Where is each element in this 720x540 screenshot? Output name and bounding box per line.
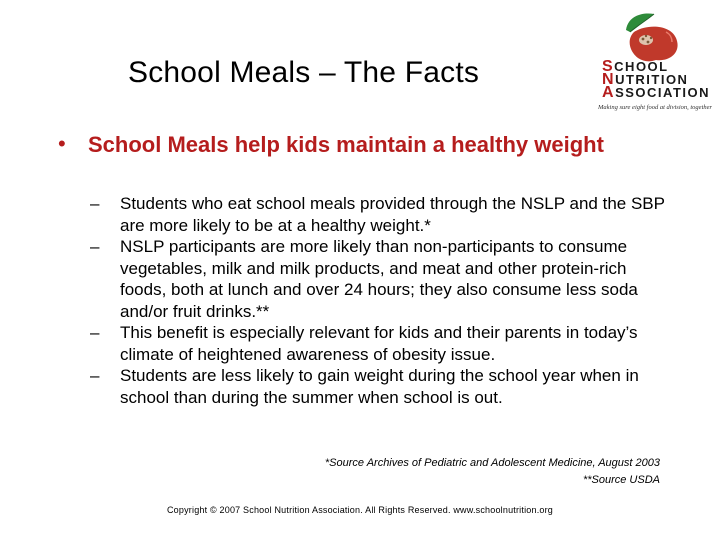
sub-bullet-text: Students who eat school meals provided through the NSLP and the SBP are more likely to be at a healthy weight.*	[120, 194, 665, 235]
source-citation: *Source Archives of Pediatric and Adolescent Medicine, August 2003	[324, 457, 660, 469]
logo-word-school: SCHOOL	[602, 58, 669, 75]
source-citations	[325, 455, 660, 489]
apple-logo-icon	[596, 10, 696, 62]
dash-marker: –	[90, 323, 100, 342]
sub-bullet	[90, 365, 670, 408]
logo-word-nutrition: NUTRITION	[602, 71, 689, 88]
sub-bullet	[90, 322, 670, 365]
main-bullet-text: School Meals help kids maintain a healthy weight	[88, 132, 604, 157]
school-nutrition-association-logo	[588, 10, 712, 114]
dash-marker: –	[90, 237, 100, 256]
sub-bullet-text: This benefit is especially relevant for kids and their parents in today’s climate of heightened awareness of obesity issue.	[120, 323, 638, 364]
slide-title: School Meals – The Facts	[128, 56, 480, 89]
dash-marker: –	[90, 194, 100, 213]
source-citation: **Source USDA	[582, 474, 660, 486]
sub-bullet	[90, 236, 670, 322]
copyright-footer: Copyright © 2007 School Nutrition Association. All Rights Reserved. www.schoolnutrition.org	[166, 505, 553, 515]
logo-word-association: ASSOCIATION	[602, 84, 710, 101]
sub-bullet-list	[90, 193, 670, 408]
bullet-marker: •	[58, 131, 66, 156]
sub-bullet	[90, 193, 670, 236]
sub-bullet-text: NSLP participants are more likely than non-participants to consume vegetables, milk and milk products, and meat and other protein-rich foods, both at lunch and over 24 hours; they also consume less soda and/or fruit drinks.**	[120, 237, 638, 321]
sub-bullet-text: Students are less likely to gain weight during the school year when in school than during the summer when school is out.	[120, 366, 639, 407]
logo-tagline: Making sure eight food at division, together	[598, 104, 713, 111]
dash-marker: –	[90, 366, 100, 385]
